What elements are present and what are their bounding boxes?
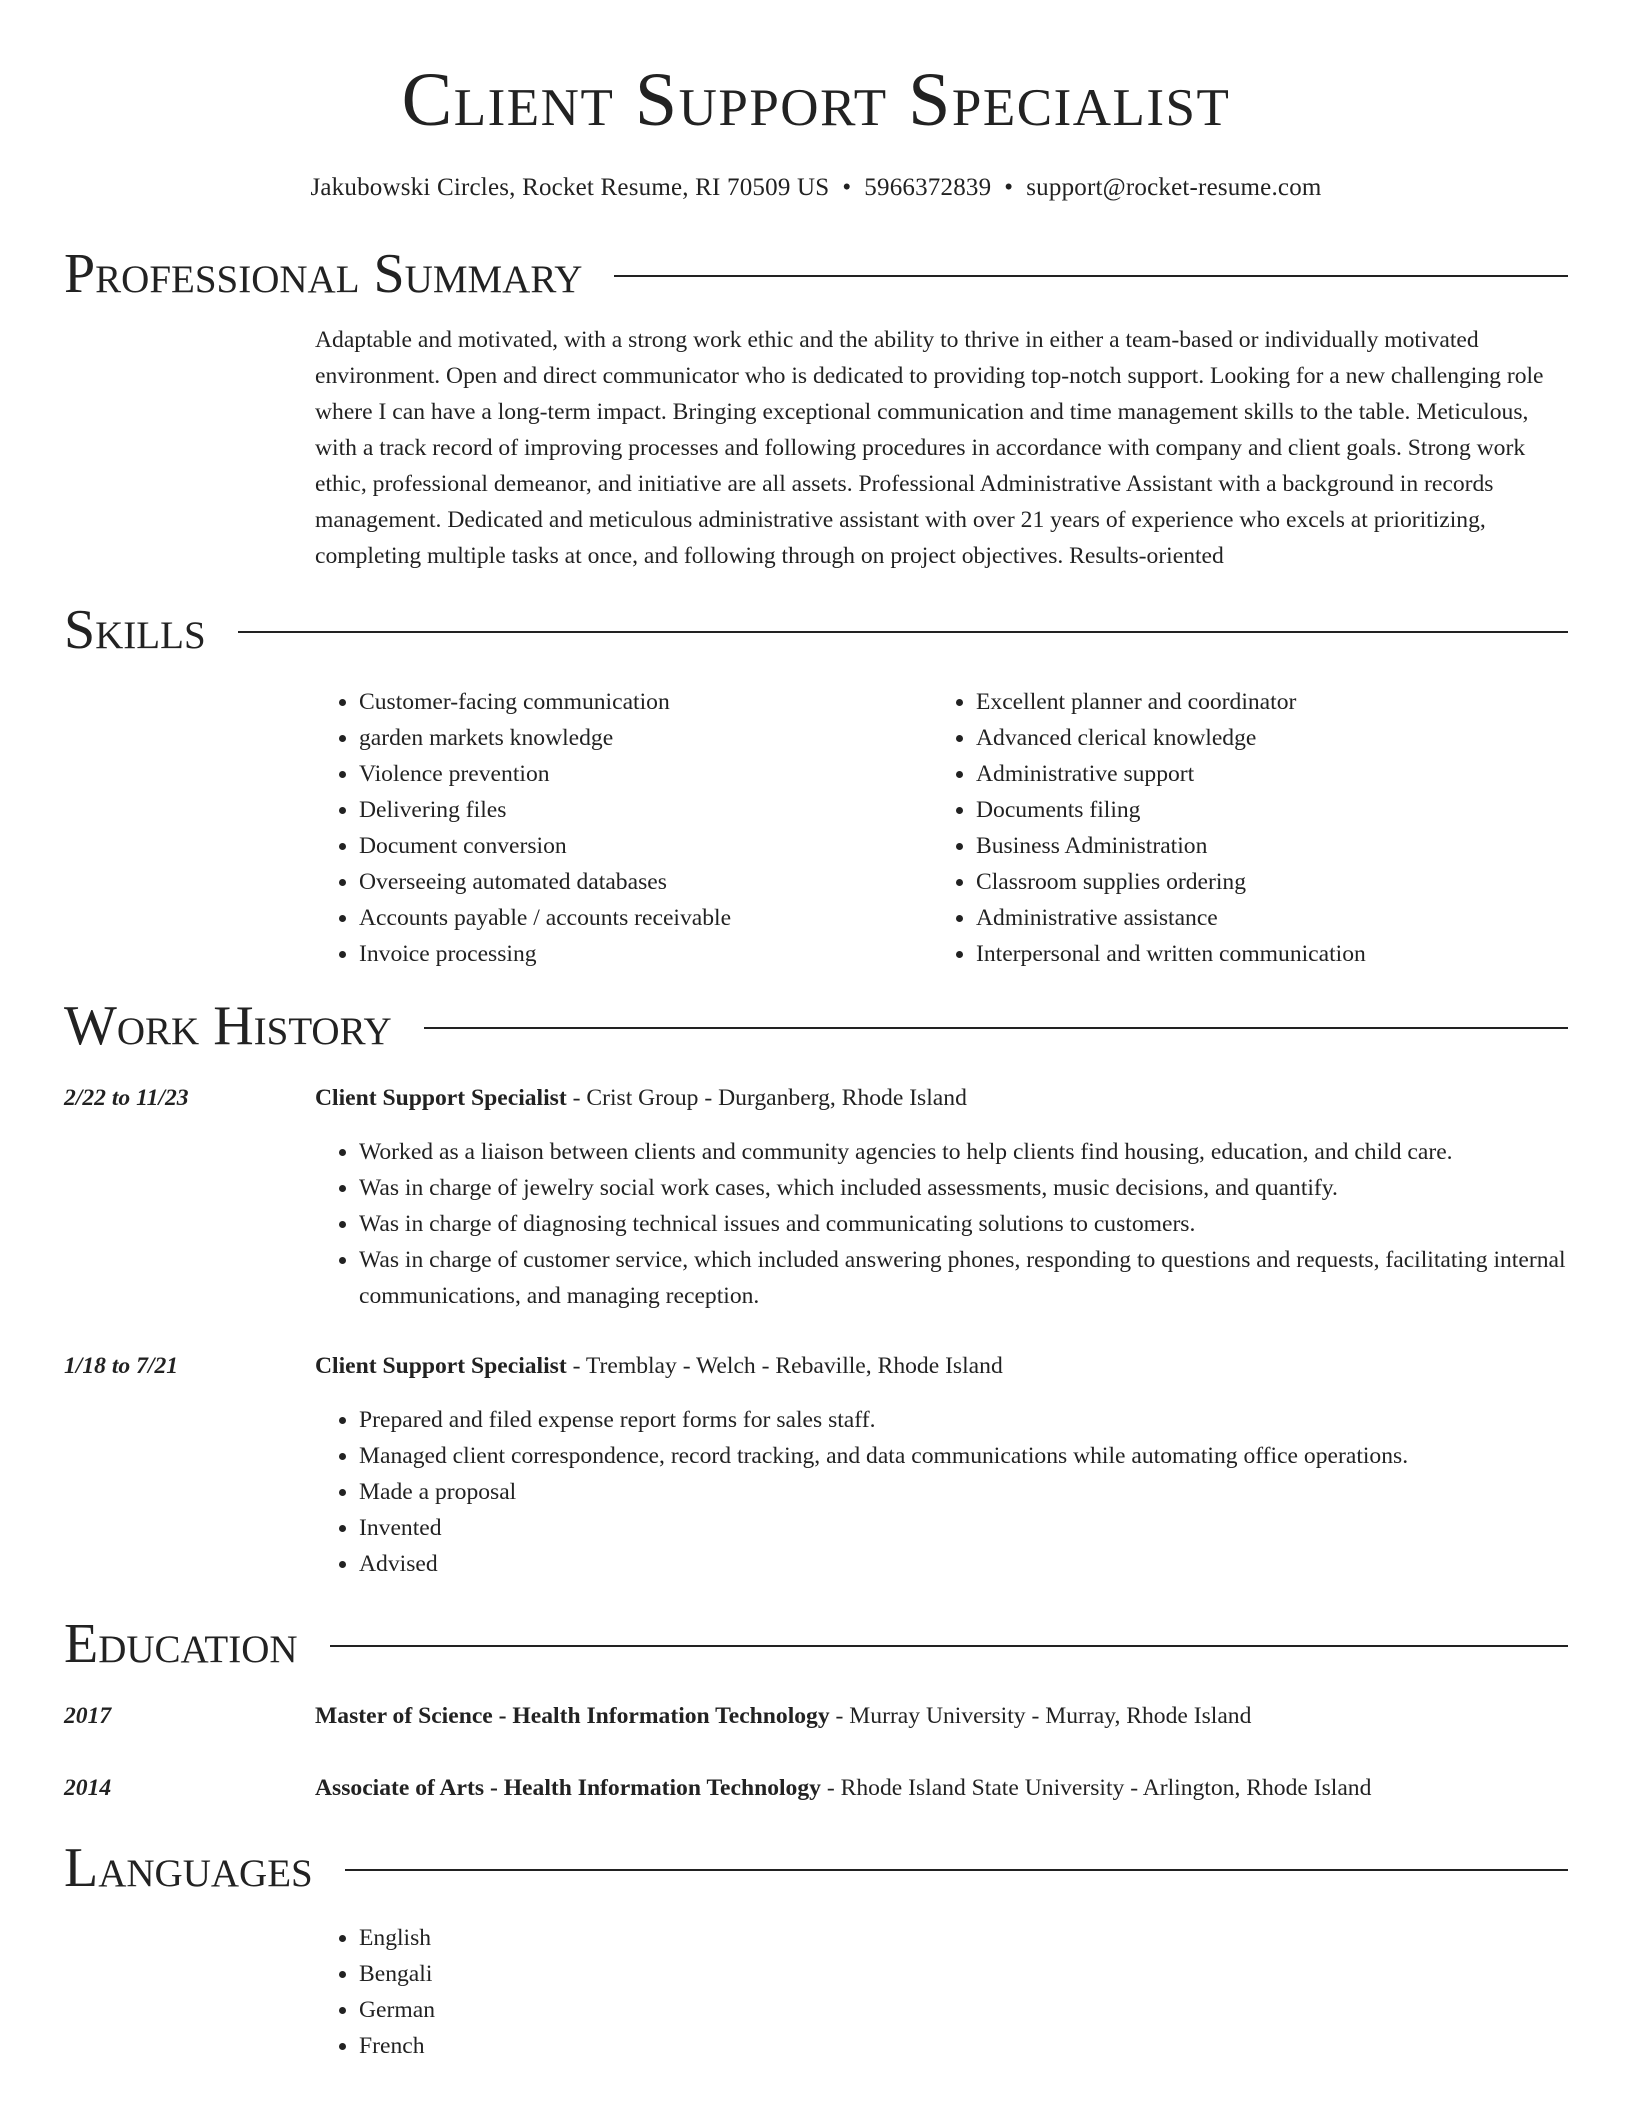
skills-list <box>315 684 932 972</box>
job-bullet: • Was in charge of diagnosing technical issues and communicating solutions to customers. <box>359 1206 1568 1242</box>
skill-item: • Interpersonal and written communication <box>976 936 1549 972</box>
job-bullet: • Made a proposal <box>359 1474 1568 1510</box>
skill-item: • Accounts payable / accounts receivable <box>359 900 932 936</box>
job-bullet-list <box>315 1134 1568 1314</box>
skills-list <box>932 684 1549 972</box>
candidate-name: Client Support Specialist <box>401 58 1231 142</box>
job-dates: 2/22 to 11/23 <box>64 1085 189 1111</box>
job-bullet: • Worked as a liaison between clients and community agencies to help clients find housing, education, and child care. <box>359 1134 1568 1170</box>
section-header <box>64 995 1568 1057</box>
job-employer: - Crist Group - Durganberg, Rhode Island <box>566 1085 967 1111</box>
skills-column-right <box>932 684 1549 972</box>
contact-address: Jakubowski Circles, Rocket Resume, RI 70509 US <box>310 174 830 201</box>
skill-item: • Delivering files <box>359 792 932 828</box>
job-role: Client Support Specialist <box>315 1085 567 1111</box>
education-year: 2017 <box>64 1703 112 1729</box>
skill-item: • Overseeing automated databases <box>359 864 932 900</box>
job-bullet: • Invented <box>359 1510 1568 1546</box>
section-divider <box>345 1869 1568 1871</box>
languages-content <box>315 1920 1568 2064</box>
skills-column-left <box>315 684 932 972</box>
skill-item: • Advanced clerical knowledge <box>976 720 1549 756</box>
section-title: Professional Summary <box>64 243 583 305</box>
resume-header <box>64 0 1568 202</box>
education-section <box>64 1613 1568 1806</box>
section-divider <box>424 1027 1568 1029</box>
summary-text: Adaptable and motivated, with a strong work ethic and the ability to thrive in either a team-based or individually motivated environment. Open and direct communicator who is dedicated to providing top-notch support. Looking for a new challenging role where I can have a long-term impact. Bringing exceptional communication and time management skills to the table. Meticulous, with a track record of improving processes and following procedures in accordance with company and client goals. Strong work ethic, professional demeanor, and initiative are all assets. Professional Administrative Assistant with a background in records management. Dedicated and meticulous administrative assistant with over 21 years of experience who excels at prioritizing, completing multiple tasks at once, and following through on project objectives. Results-oriented <box>315 327 1544 569</box>
education-degree: Master of Science - Health Information Technology <box>315 1703 830 1729</box>
skill-item: • Business Administration <box>976 828 1549 864</box>
section-divider <box>614 275 1568 277</box>
job-bullet: • Prepared and filed expense report forms for sales staff. <box>359 1402 1568 1438</box>
job-role: Client Support Specialist <box>315 1353 567 1379</box>
job-heading <box>64 1080 1568 1116</box>
languages-list <box>315 1920 1568 2064</box>
skill-item: • Documents filing <box>976 792 1549 828</box>
skill-item: • Classroom supplies ordering <box>976 864 1549 900</box>
education-year: 2014 <box>64 1775 112 1801</box>
skill-item: • Administrative assistance <box>976 900 1549 936</box>
job-bullet: • Managed client correspondence, record tracking, and data communications while automating office operations. <box>359 1438 1568 1474</box>
language-item: • German <box>359 1992 1568 2028</box>
skill-item: • Document conversion <box>359 828 932 864</box>
education-line <box>315 1770 1568 1806</box>
summary-section <box>64 243 1568 574</box>
job-entry <box>64 1080 1568 1314</box>
job-bullets <box>315 1134 1568 1314</box>
section-title: Work History <box>64 995 392 1057</box>
skill-item: • Invoice processing <box>359 936 932 972</box>
job-employer: - Tremblay - Welch - Rebaville, Rhode Island <box>566 1353 1003 1379</box>
job-heading <box>64 1348 1568 1384</box>
skill-item: • Administrative support <box>976 756 1549 792</box>
education-line <box>315 1698 1568 1734</box>
section-title: Skills <box>64 599 206 661</box>
section-divider <box>330 1645 1568 1647</box>
job-dates: 1/18 to 7/21 <box>64 1353 179 1379</box>
contact-phone: 5966372839 <box>864 174 992 201</box>
language-item: • French <box>359 2028 1568 2064</box>
job-bullets <box>315 1402 1568 1582</box>
skills-section <box>64 599 1568 972</box>
section-header <box>64 1613 1568 1675</box>
education-school: - Murray University - Murray, Rhode Island <box>829 1703 1252 1729</box>
education-entry <box>64 1770 1568 1806</box>
summary-content <box>315 322 1568 574</box>
contact-separator: • <box>1004 174 1014 201</box>
section-header <box>64 599 1568 661</box>
skills-grid <box>315 684 1568 972</box>
contact-separator: • <box>842 174 852 201</box>
skill-item: • Excellent planner and coordinator <box>976 684 1549 720</box>
job-title-line <box>315 1080 1568 1116</box>
languages-section <box>64 1837 1568 2064</box>
job-bullet: • Advised <box>359 1546 1568 1582</box>
language-item: • Bengali <box>359 1956 1568 1992</box>
work-history-section <box>64 995 1568 1582</box>
job-bullet: • Was in charge of customer service, which included answering phones, responding to questions and requests, facilitating internal communications, and managing reception. <box>359 1242 1568 1314</box>
job-entry <box>64 1348 1568 1582</box>
section-header <box>64 1837 1568 1899</box>
contact-line <box>64 174 1568 202</box>
skill-item: • Customer-facing communication <box>359 684 932 720</box>
education-degree: Associate of Arts - Health Information Technology <box>315 1775 821 1801</box>
contact-email: support@rocket-resume.com <box>1026 174 1322 201</box>
education-entry <box>64 1698 1568 1734</box>
section-divider <box>238 631 1568 633</box>
skill-item: • garden markets knowledge <box>359 720 932 756</box>
language-item: • English <box>359 1920 1568 1956</box>
job-title-line <box>315 1348 1568 1384</box>
section-title: Languages <box>64 1837 313 1899</box>
section-title: Education <box>64 1613 298 1675</box>
job-bullet-list <box>315 1402 1568 1582</box>
job-bullet: • Was in charge of jewelry social work cases, which included assessments, music decisions, and quantify. <box>359 1170 1568 1206</box>
section-header <box>64 243 1568 305</box>
education-school: - Rhode Island State University - Arlington, Rhode Island <box>820 1775 1372 1801</box>
skill-item: • Violence prevention <box>359 756 932 792</box>
